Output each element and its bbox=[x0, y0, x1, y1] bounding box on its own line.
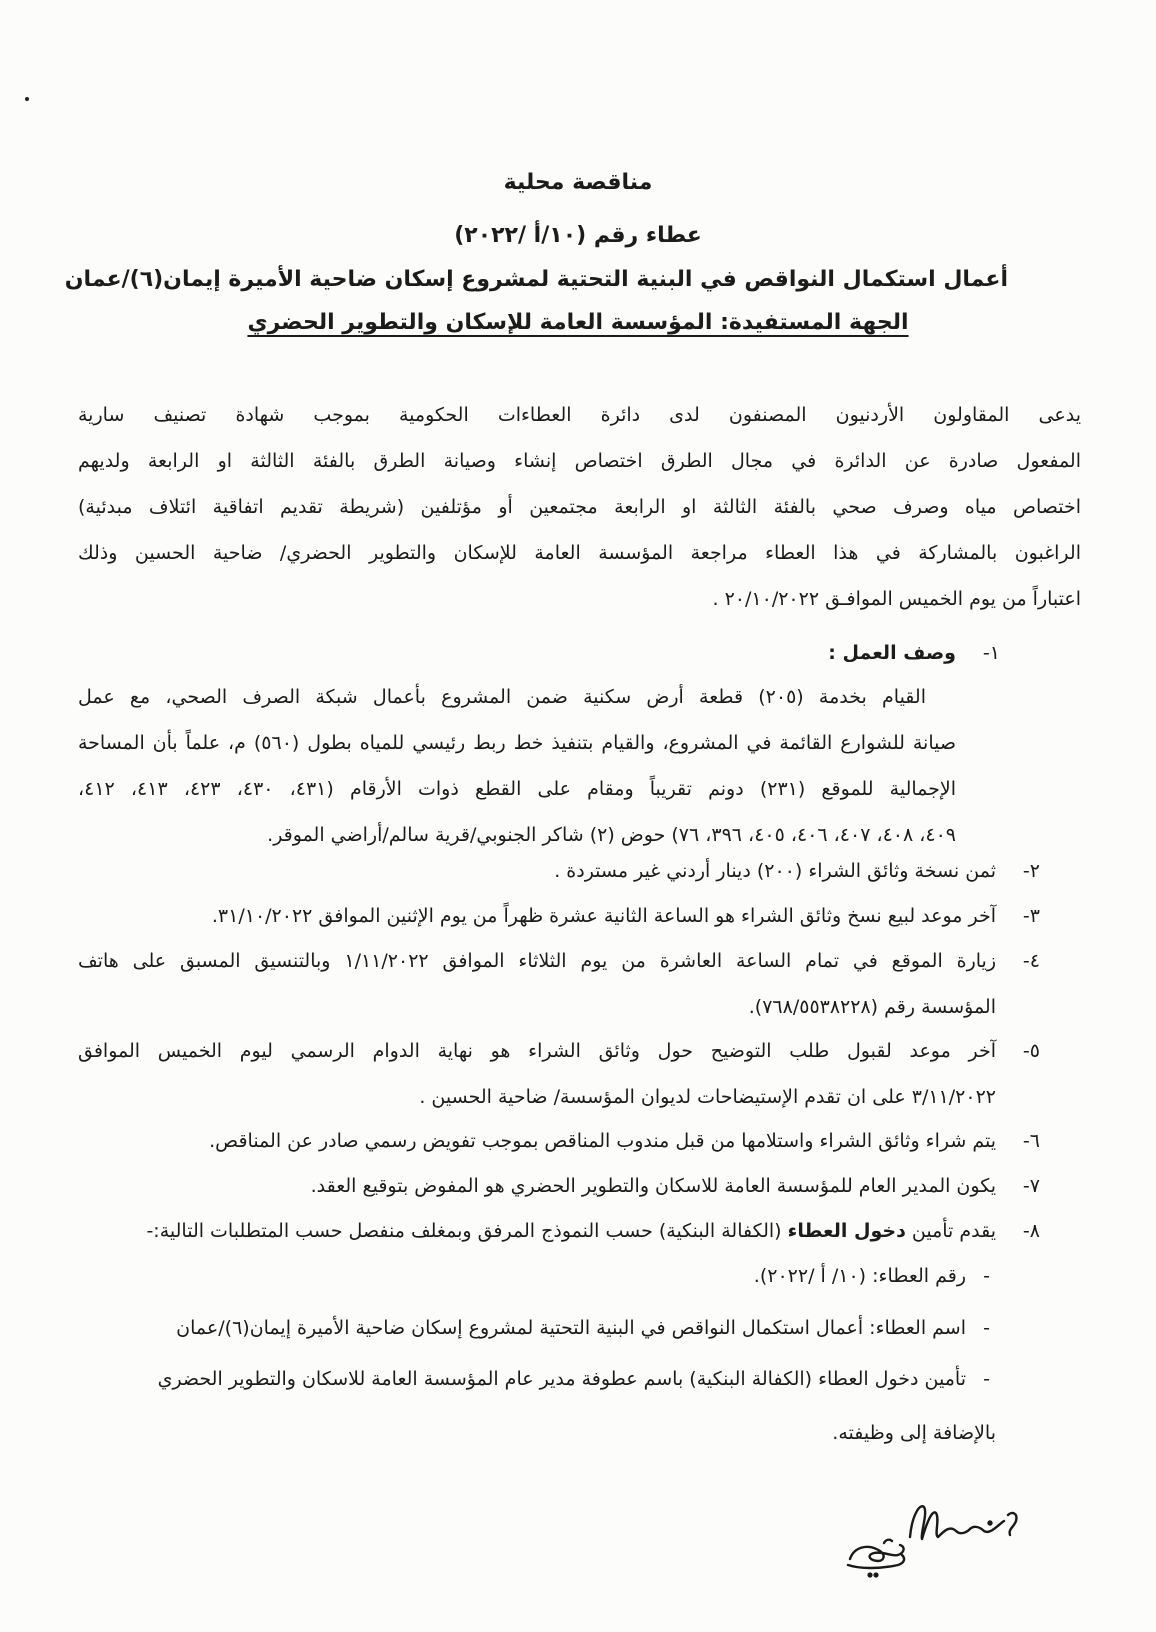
signature-icon bbox=[840, 1495, 1030, 1580]
intro-line: يدعى المقاولون الأردنيون المصنفون لدى دائرة العطاءات الحكومية بموجب شهادة تصنيف سارية bbox=[78, 404, 1081, 426]
item-number: ٤- bbox=[1022, 950, 1040, 972]
item-line: صيانة للشوارع القائمة في المشروع، والقيام بتنفيذ خط ربط رئيسي للمياه بطول (٥٦٠) م، علماً بأن المساحة bbox=[78, 732, 957, 754]
list-item bbox=[78, 938, 1040, 1030]
item-line: يتم شراء وثائق الشراء واستلامها من قبل مندوب المناقص بموجب تفويض رسمي صادر عن المناقص. bbox=[209, 1130, 996, 1152]
sub-item bbox=[120, 1305, 990, 1351]
tender-type-heading: مناقصة محلية bbox=[503, 170, 653, 195]
item-line: يكون المدير العام للمؤسسة العامة للاسكان والتطوير الحضري هو المفوض بتوقيع العقد. bbox=[310, 1175, 996, 1197]
list-item bbox=[78, 1028, 1040, 1120]
item-text-bold: دخول العطاء bbox=[787, 1220, 906, 1242]
sub-item bbox=[120, 1253, 990, 1299]
list-item bbox=[78, 630, 1000, 676]
item-title: وصف العمل : bbox=[828, 642, 956, 664]
handwritten-signature bbox=[840, 1495, 1030, 1580]
list-item bbox=[78, 1163, 1040, 1209]
item-number: ٣- bbox=[1022, 905, 1040, 927]
sub-item-text: رقم العطاء: (١٠/ أ /٢٠٢٢). bbox=[753, 1265, 966, 1287]
list-item bbox=[78, 848, 1040, 894]
dash-bullet: - bbox=[983, 1317, 990, 1339]
project-title-heading: أعمال استكمال النواقص في البنية التحتية لمشروع إسكان ضاحية الأميرة إيمان(٦)/عمان bbox=[64, 267, 1008, 292]
scan-speck bbox=[25, 97, 29, 101]
item-text-post: (الكفالة البنكية) حسب النموذج المرفق وبمغلف منفصل حسب المتطلبات التالية:- bbox=[146, 1220, 788, 1242]
item-text-pre: يقدم تأمين bbox=[905, 1220, 996, 1242]
item-number: ٨- bbox=[1022, 1220, 1040, 1242]
sub-item-text: تأمين دخول العطاء (الكفالة البنكية) باسم عطوفة مدير عام المؤسسة العامة للاسكان والتطوير الحضري bbox=[157, 1368, 966, 1390]
item-number: ٦- bbox=[1022, 1130, 1040, 1152]
dash-bullet: - bbox=[983, 1265, 990, 1287]
dash-bullet: - bbox=[983, 1368, 990, 1390]
item-line bbox=[78, 1208, 996, 1254]
item-line: ٣/١١/٢٠٢٢ على ان تقدم الإستيضاحات لديوان المؤسسة/ ضاحية الحسين . bbox=[419, 1086, 996, 1108]
item-number: ٥- bbox=[1022, 1040, 1040, 1062]
item-number: ٧- bbox=[1022, 1175, 1040, 1197]
item-line: زيارة الموقع في تمام الساعة العاشرة من يوم الثلاثاء الموافق ١/١١/٢٠٢٢ وبالتنسيق المسبق على هاتف bbox=[78, 950, 996, 972]
item-number: ١- bbox=[982, 642, 1000, 664]
item-line: الإجمالية للموقع (٢٣١) دونم تقريباً ومقام على القطع ذوات الأرقام (٤٣١، ٤٣٠، ٤٢٣، ٤١٣، ٤١٢، bbox=[78, 778, 956, 800]
item-line: المؤسسة رقم (٧٦٨/٥٥٣٨٢٢٨). bbox=[748, 996, 996, 1018]
tender-number-heading: عطاء رقم (١٠/أ /٢٠٢٢) bbox=[454, 223, 702, 248]
list-item bbox=[78, 1118, 1040, 1164]
work-description bbox=[78, 674, 956, 858]
item-line: ٤٠٩، ٤٠٨، ٤٠٧، ٤٠٦، ٤٠٥، ٣٩٦، ٧٦) حوض (٢) شاكر الجنوبي/قرية سالم/أراضي الموقر. bbox=[267, 824, 956, 846]
item-line: آخر موعد لقبول طلب التوضيح حول وثائق الشراء هو نهاية الدوام الرسمي ليوم الخميس الموافق bbox=[78, 1040, 996, 1062]
item-line: القيام بخدمة (٢٠٥) قطعة أرض سكنية ضمن المشروع بأعمال شبكة الصرف الصحي، مع عمل bbox=[78, 686, 926, 708]
intro-line: اعتباراً من يوم الخميس الموافـق ٢٠/١٠/٢٠٢٢ . bbox=[712, 588, 1081, 610]
intro-line: الراغبون بالمشاركة في هذا العطاء مراجعة المؤسسة العامة للإسكان والتطوير الحضري/ ضاحية الحسين وذلك bbox=[78, 542, 1081, 564]
list-item bbox=[78, 1208, 1040, 1254]
intro-paragraph bbox=[78, 392, 1081, 622]
beneficiary-heading: الجهة المستفيدة: المؤسسة العامة للإسكان والتطوير الحضري bbox=[247, 310, 909, 335]
item-line: ثمن نسخة وثائق الشراء (٢٠٠) دينار أردني غير مستردة . bbox=[554, 860, 996, 882]
list-item bbox=[78, 893, 1040, 939]
intro-line: المفعول صادرة عن الدائرة في مجال الطرق اختصاص إنشاء وصيانة الطرق بالفئة الثالثة او الرابعة ولديهم bbox=[78, 450, 1081, 472]
intro-line: اختصاص مياه وصرف صحي بالفئة الثالثة او الرابعة مجتمعين أو مؤتلفين (شريطة تقديم اتفاقية ائتلاف مبدئية) bbox=[78, 496, 1081, 518]
item-number: ٢- bbox=[1022, 860, 1040, 882]
sub-item-text: بالإضافة إلى وظيفته. bbox=[832, 1422, 996, 1444]
item-line: آخر موعد لبيع نسخ وثائق الشراء هو الساعة الثانية عشرة ظهراً من يوم الإثنين الموافق ٣١/١٠/٢٠٢٢. bbox=[211, 905, 996, 927]
sub-item-text: اسم العطاء: أعمال استكمال النواقص في البنية التحتية لمشروع إسكان ضاحية الأميرة إيمان(٦)/عمان bbox=[176, 1317, 966, 1339]
sub-item bbox=[78, 1356, 996, 1456]
